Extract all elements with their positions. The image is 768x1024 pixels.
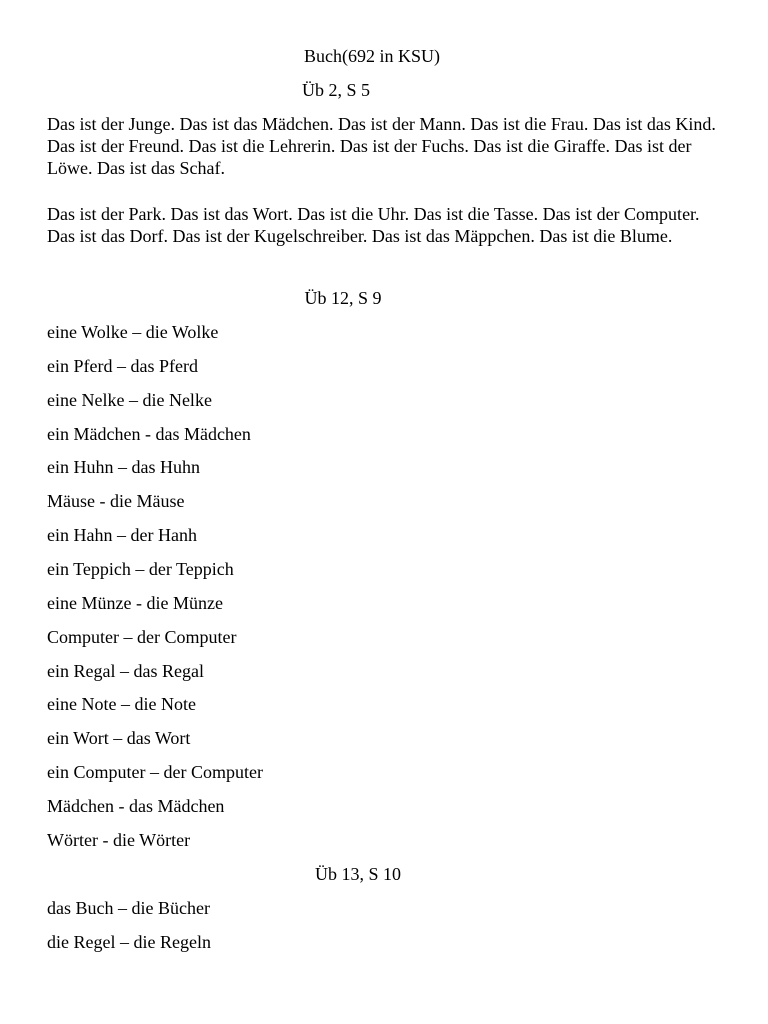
list-item: eine Nelke – die Nelke	[47, 390, 212, 410]
list-item: die Regel – die Regeln	[47, 932, 211, 952]
paragraph-1: Das ist der Junge. Das ist das Mädchen. Das ist der Mann. Das ist die Frau. Das ist das Kind. Das ist der Freund. Das ist die Lehrerin. Das ist der Fuchs. Das ist die Giraffe. Das ist der Löwe. Das ist das Schaf.	[47, 114, 716, 178]
document-title: Buch(692 in KSU)	[304, 46, 440, 66]
list-item: eine Note – die Note	[47, 694, 196, 714]
list-item: das Buch – die Bücher	[47, 898, 210, 918]
list-item: ein Computer – der Computer	[47, 762, 263, 782]
paragraph-2: Das ist der Park. Das ist das Wort. Das ist die Uhr. Das ist die Tasse. Das ist der Computer. Das ist das Dorf. Das ist der Kugelschreiber. Das ist das Mäppchen. Das ist die Blume.	[47, 204, 700, 246]
list-item: eine Wolke – die Wolke	[47, 322, 219, 342]
list-item: ein Pferd – das Pferd	[47, 356, 198, 376]
list-item: Mädchen - das Mädchen	[47, 796, 225, 816]
list-item: ein Teppich – der Teppich	[47, 559, 234, 579]
list-item: Mäuse - die Mäuse	[47, 491, 185, 511]
section-heading-ub12: Üb 12, S 9	[304, 288, 382, 308]
list-item: ein Hahn – der Hanh	[47, 525, 197, 545]
list-item: eine Münze - die Münze	[47, 593, 223, 613]
list-item: ein Wort – das Wort	[47, 728, 191, 748]
section-heading-ub13: Üb 13, S 10	[314, 864, 401, 884]
list-item: Computer – der Computer	[47, 627, 237, 647]
list-item: ein Huhn – das Huhn	[47, 457, 200, 477]
list-item: Wörter - die Wörter	[47, 830, 191, 850]
list-item: ein Regal – das Regal	[47, 661, 204, 681]
list-item: ein Mädchen - das Mädchen	[47, 424, 251, 444]
section-heading-ub2: Üb 2, S 5	[301, 80, 370, 100]
